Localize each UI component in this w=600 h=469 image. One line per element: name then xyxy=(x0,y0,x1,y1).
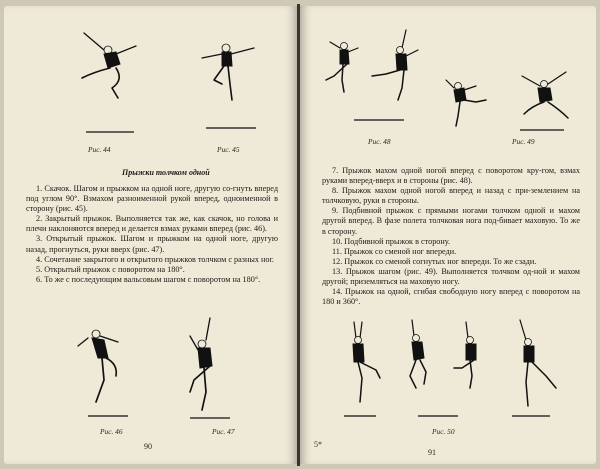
figure-48-sequence xyxy=(314,26,444,124)
paragraph: 3. Открытый прыжок. Шагом и прыжком на одной ноге, другую назад, прогнуться, руки вверх (рис. 47). xyxy=(26,234,278,254)
right-text-block xyxy=(322,166,580,307)
page-number: 90 xyxy=(144,442,152,451)
paragraph: 10. Подбивной прыжок в сторону. xyxy=(332,236,451,246)
figure-49-step-jump xyxy=(440,66,590,134)
caption-fig-47: Рис. 47 xyxy=(212,427,235,436)
paragraph: 9. Подбивной прыжок с прямыми ногами толчком одной и махом другой вперед. В фазе полета толчковая нога под-бивает маховую. То же в сторону. xyxy=(322,206,580,236)
paragraph: 8. Прыжок махом одной ногой вперед и назад с при-землением на толчковую, руки в стороны. xyxy=(322,186,580,206)
paragraph: 11. Прыжок со сменой ног впереди. xyxy=(332,246,457,256)
paragraph: 12. Прыжок со сменой согнутых ног впереди. То же сзади. xyxy=(332,256,537,266)
paragraph: 2. Закрытый прыжок. Выполняется так же, как скачок, но голова и плечи наклоняются вперед и делается взмах руками вперед (рис. 46). xyxy=(26,214,278,234)
section-heading: Прыжки толчком одной xyxy=(122,168,210,177)
paragraph: 5. Открытый прыжок с поворотом на 180°. xyxy=(36,264,185,274)
figure-45-skip xyxy=(184,36,274,138)
paragraph: 4. Сочетание закрытого и открытого прыжков толчком с разных ног. xyxy=(36,254,274,264)
figure-46-closed-jump xyxy=(74,324,154,422)
caption-fig-48: Рис. 48 xyxy=(368,137,391,146)
paragraph: 13. Прыжок шагом (рис. 49). Выполняется толчком од-ной и махом другой; приземляться на маховую ногу. xyxy=(322,266,580,287)
page-number: 91 xyxy=(428,448,436,457)
caption-fig-46: Рис. 46 xyxy=(100,427,123,436)
caption-fig-49: Рис. 49 xyxy=(512,137,535,146)
caption-fig-45: Рис. 45 xyxy=(217,145,240,154)
paragraph: 6. То же с последующим вальсовым шагом с поворотом на 180°. xyxy=(36,274,261,284)
caption-fig-50: Рис. 50 xyxy=(432,427,455,436)
paragraph: 14. Прыжок на одной, сгибая свободную ногу вперед с поворотом на 180 и 360°. xyxy=(322,287,580,307)
left-page xyxy=(4,6,297,464)
paragraph: 1. Скачок. Шагом и прыжком на одной ноге, другую со-гнуть вперед под углом 90°. Взмахом разноименной рукой вперед, одноименной в сторону (рис. 45). xyxy=(26,184,278,214)
figure-44-leap xyxy=(64,28,154,138)
left-text-block xyxy=(26,184,278,285)
figure-47-open-jump xyxy=(180,314,250,422)
right-page xyxy=(300,6,596,464)
figure-50-sequence xyxy=(330,318,570,420)
caption-fig-44: Рис. 44 xyxy=(88,145,111,154)
paragraph: 7. Прыжок махом одной ногой вперед с поворотом кру-гом, взмах руками вперед-вверх и в стороны (рис. 48). xyxy=(322,166,580,186)
signature-mark: 5* xyxy=(314,440,322,449)
